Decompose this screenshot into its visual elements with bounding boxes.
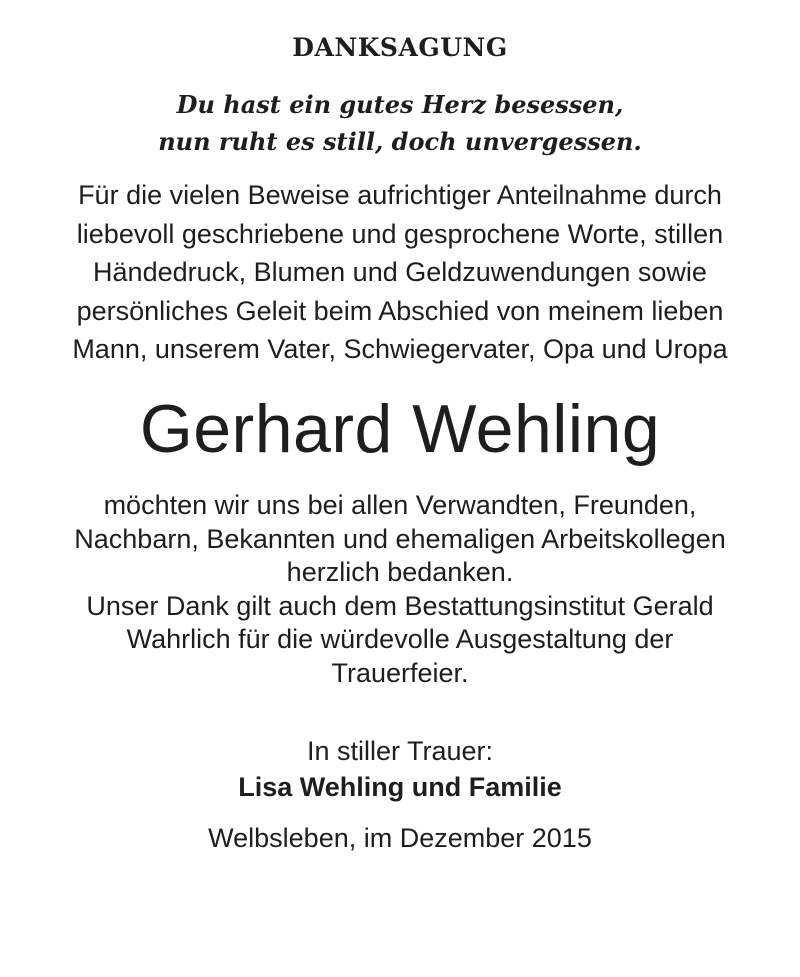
intro-line: persönliches Geleit beim Abschied von meinem lieben <box>76 295 724 326</box>
meadow-grass <box>18 880 787 977</box>
mourning-label: In stiller Trauer: <box>306 736 494 766</box>
verse-line: Du hast ein gutes Herz besessen, <box>176 90 624 119</box>
thanks-line: Unser Dank gilt auch dem Bestattungsinstitut Gerald <box>86 590 714 621</box>
place-date: Welbsleben, im Dezember 2015 <box>208 823 592 853</box>
meadow-daisies <box>146 877 765 944</box>
intro-paragraph <box>20 176 780 369</box>
thanks-line: möchten wir uns bei allen Verwandten, Freunden, <box>103 490 697 520</box>
intro-line: liebevoll geschriebene und gesprochene Worte, stillen <box>76 218 724 249</box>
intro-line: Händedruck, Blumen und Geldzuwendungen sowie <box>93 257 707 287</box>
memorial-verse <box>0 86 800 160</box>
mourner-names: Lisa Wehling und Familie <box>238 772 562 802</box>
meadow-poppies <box>89 896 475 967</box>
verse-line: nun ruht es still, doch unvergessen. <box>158 127 642 156</box>
meadow-haze <box>0 840 800 977</box>
intro-line: Mann, unserem Vater, Schwiegervater, Opa und Uropa <box>72 334 728 364</box>
thanks-paragraph <box>20 489 780 691</box>
thanks-line: Trauerfeier. <box>331 657 469 688</box>
notice-headline: DANKSAGUNG <box>292 33 508 62</box>
intro-line: Für die vielen Beweise aufrichtiger Anteilnahme durch <box>78 180 722 210</box>
thanks-line: Wahrlich für die würdevolle Ausgestaltung der <box>126 624 674 655</box>
deceased-name: Gerhard Wehling <box>139 391 661 467</box>
thanks-line: herzlich bedanken. <box>286 557 514 588</box>
mourners-block <box>0 733 800 805</box>
thanks-line: Nachbarn, Bekannten und ehemaligen Arbeitskollegen <box>74 523 726 554</box>
